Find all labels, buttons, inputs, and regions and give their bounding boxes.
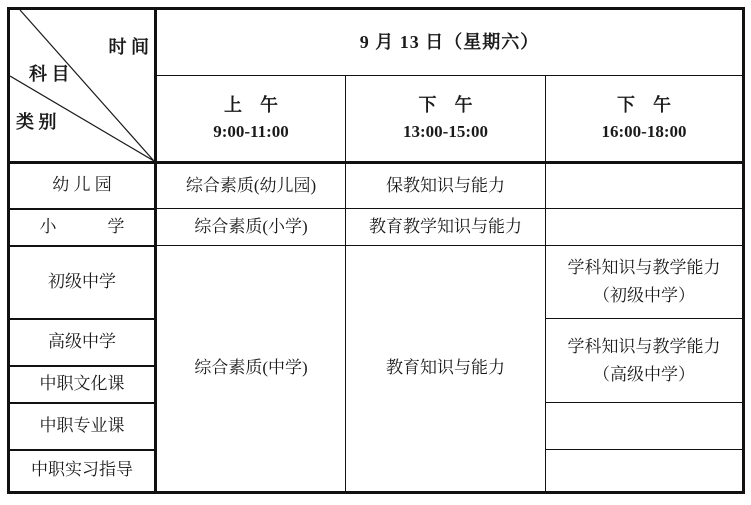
cell-primary-early-afternoon: 教育教学知识与能力 — [346, 209, 546, 246]
corner-category-label: 类 别 — [16, 112, 57, 132]
cell-middle-school-early-afternoon-merged: 教育知识与能力 — [346, 246, 546, 493]
cell-vocational-specialty-category: 中职专业课 — [9, 403, 156, 450]
session-late-afternoon-time: 16:00-18:00 — [601, 122, 687, 141]
cell-middle-school-morning-merged: 综合素质(中学) — [156, 246, 346, 493]
cell-vocational-culture-category: 中职文化课 — [9, 366, 156, 403]
cell-junior-high-late-afternoon-line1: 学科知识与教学能力 — [567, 258, 721, 277]
cell-junior-high-late-afternoon — [546, 246, 744, 319]
session-late-afternoon-header — [546, 76, 744, 163]
cell-kindergarten-late-afternoon — [546, 163, 744, 209]
session-early-afternoon-time: 13:00-15:00 — [403, 122, 488, 141]
cell-kindergarten-early-afternoon: 保教知识与能力 — [346, 163, 546, 209]
corner-header-cell — [9, 9, 156, 163]
session-morning-header — [156, 76, 346, 163]
cell-kindergarten-category: 幼 儿 园 — [9, 163, 156, 209]
cell-vocational-specialty-late-afternoon — [546, 403, 744, 450]
session-morning-time: 9:00-11:00 — [213, 122, 289, 141]
cell-senior-high-late-afternoon-merged — [546, 319, 744, 403]
corner-subject-label: 科 目 — [29, 64, 70, 84]
session-early-afternoon-header — [346, 76, 546, 163]
cell-senior-high-late-afternoon-line2: （高级中学） — [593, 364, 695, 384]
cell-primary-late-afternoon — [546, 209, 744, 246]
row-primary-school — [9, 209, 744, 246]
cell-primary-category: 小 学 — [9, 209, 156, 246]
cell-senior-high-late-afternoon-line1: 学科知识与教学能力 — [567, 336, 721, 356]
row-junior-high — [9, 246, 744, 319]
cell-junior-high-category: 初级中学 — [9, 246, 156, 319]
row-kindergarten — [9, 163, 744, 209]
cell-vocational-internship-category: 中职实习指导 — [9, 450, 156, 493]
cell-vocational-internship-late-afternoon — [546, 450, 744, 493]
date-header-cell: 9 月 13 日（星期六） — [156, 9, 744, 76]
cell-primary-morning: 综合素质(小学) — [156, 209, 346, 246]
session-morning-period: 上 午 — [224, 95, 278, 115]
exam-schedule-table — [7, 7, 745, 494]
cell-senior-high-category: 高级中学 — [9, 319, 156, 366]
cell-junior-high-late-afternoon-line2: （初级中学） — [593, 286, 695, 305]
cell-kindergarten-morning: 综合素质(幼儿园) — [156, 163, 346, 209]
session-late-afternoon-period: 下 午 — [617, 95, 671, 115]
corner-time-label: 时 间 — [108, 37, 149, 57]
header-row-date — [9, 9, 744, 76]
session-early-afternoon-period: 下 午 — [418, 95, 473, 115]
